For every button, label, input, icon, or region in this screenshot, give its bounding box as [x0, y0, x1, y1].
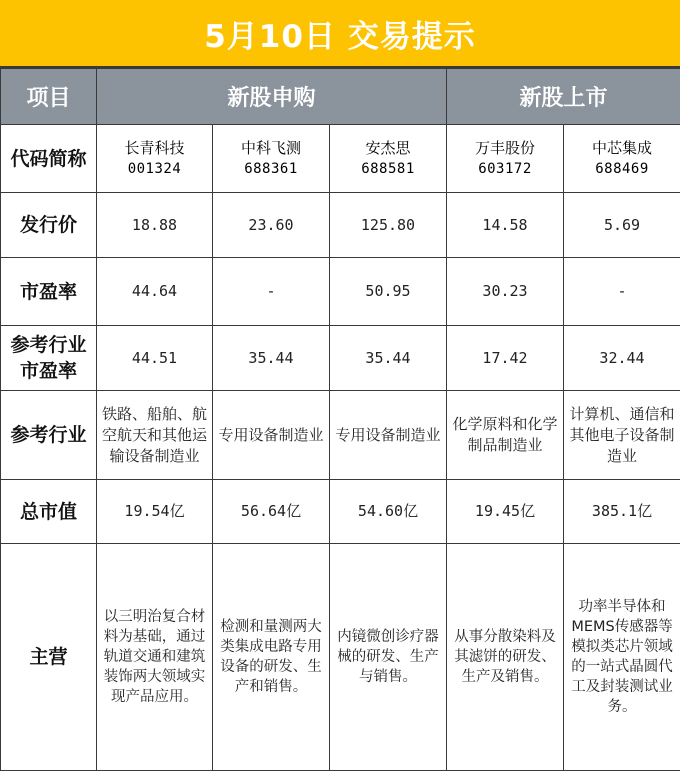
row-label-market-cap: 总市值	[1, 480, 97, 544]
industry-cell: 专用设备制造业	[213, 391, 330, 480]
title-bar	[0, 0, 680, 68]
table-row-pe	[1, 258, 680, 326]
row-label-pe: 市盈率	[1, 258, 97, 326]
industry-cell: 计算机、通信和其他电子设备制造业	[564, 391, 680, 480]
industry-cell: 专用设备制造业	[330, 391, 447, 480]
table-row-code-name	[1, 125, 680, 193]
issue-price-cell: 5.69	[564, 193, 680, 258]
stock-cell	[330, 125, 447, 193]
row-label-code-name: 代码简称	[1, 125, 97, 193]
row-label-issue-price: 发行价	[1, 193, 97, 258]
business-cell: 以三明治复合材料为基础，通过轨道交通和建筑装饰两大领域实现产品应用。	[97, 544, 213, 771]
issue-price-cell: 23.60	[213, 193, 330, 258]
pe-cell: 44.64	[97, 258, 213, 326]
stock-cell	[213, 125, 330, 193]
market-cap-cell: 19.54亿	[97, 480, 213, 544]
table-row-industry	[1, 391, 680, 480]
header-group-subscription: 新股申购	[97, 69, 447, 125]
ref-pe-cell: 44.51	[97, 326, 213, 391]
stock-name: 万丰股份	[474, 138, 535, 157]
stock-name: 中科飞测	[240, 138, 301, 157]
table-row-issue-price	[1, 193, 680, 258]
market-cap-cell: 56.64亿	[213, 480, 330, 544]
table-row-market-cap	[1, 480, 680, 544]
pe-cell: 50.95	[330, 258, 447, 326]
pe-cell: -	[213, 258, 330, 326]
stock-cell	[97, 125, 213, 193]
row-label-business: 主营	[1, 544, 97, 771]
industry-cell: 化学原料和化学制品制造业	[447, 391, 564, 480]
stock-name: 中芯集成	[592, 138, 653, 157]
row-label-ref-pe: 参考行业市盈率	[1, 326, 97, 391]
table-row-business	[1, 544, 680, 771]
header-group-listing: 新股上市	[447, 69, 680, 125]
issue-price-cell: 125.80	[330, 193, 447, 258]
page-title: 5月10日 交易提示	[204, 18, 476, 55]
stock-code: 001324	[127, 160, 182, 177]
stock-cell	[447, 125, 564, 193]
ref-pe-cell: 17.42	[447, 326, 564, 391]
market-cap-cell: 385.1亿	[564, 480, 680, 544]
business-cell: 从事分散染料及其滤饼的研发、生产及销售。	[447, 544, 564, 771]
ref-pe-cell: 32.44	[564, 326, 680, 391]
stock-code: 688469	[595, 160, 649, 177]
business-cell: 检测和量测两大类集成电路专用设备的研发、生产和销售。	[213, 544, 330, 771]
market-cap-cell: 19.45亿	[447, 480, 564, 544]
issue-price-cell: 18.88	[97, 193, 213, 258]
stock-cell	[564, 125, 680, 193]
pe-cell: 30.23	[447, 258, 564, 326]
stock-code: 688361	[244, 160, 298, 177]
stock-name: 安杰思	[365, 138, 411, 157]
market-cap-cell: 54.60亿	[330, 480, 447, 544]
industry-cell: 铁路、船舶、航空航天和其他运输设备制造业	[97, 391, 213, 480]
pe-cell: -	[564, 258, 680, 326]
row-label-industry: 参考行业	[1, 391, 97, 480]
table-row-ref-pe	[1, 326, 680, 391]
ipo-table	[0, 68, 680, 771]
ref-pe-cell: 35.44	[330, 326, 447, 391]
stock-name: 长青科技	[124, 138, 185, 157]
header-item: 项目	[1, 69, 97, 125]
ref-pe-cell: 35.44	[213, 326, 330, 391]
stock-code: 603172	[478, 160, 532, 177]
issue-price-cell: 14.58	[447, 193, 564, 258]
header-row	[1, 69, 680, 125]
stock-code: 688581	[361, 160, 415, 177]
business-cell: 功率半导体和MEMS传感器等模拟类芯片领域的一站式晶圆代工及封装测试业务。	[564, 544, 680, 771]
business-cell: 内镜微创诊疗器械的研发、生产与销售。	[330, 544, 447, 771]
